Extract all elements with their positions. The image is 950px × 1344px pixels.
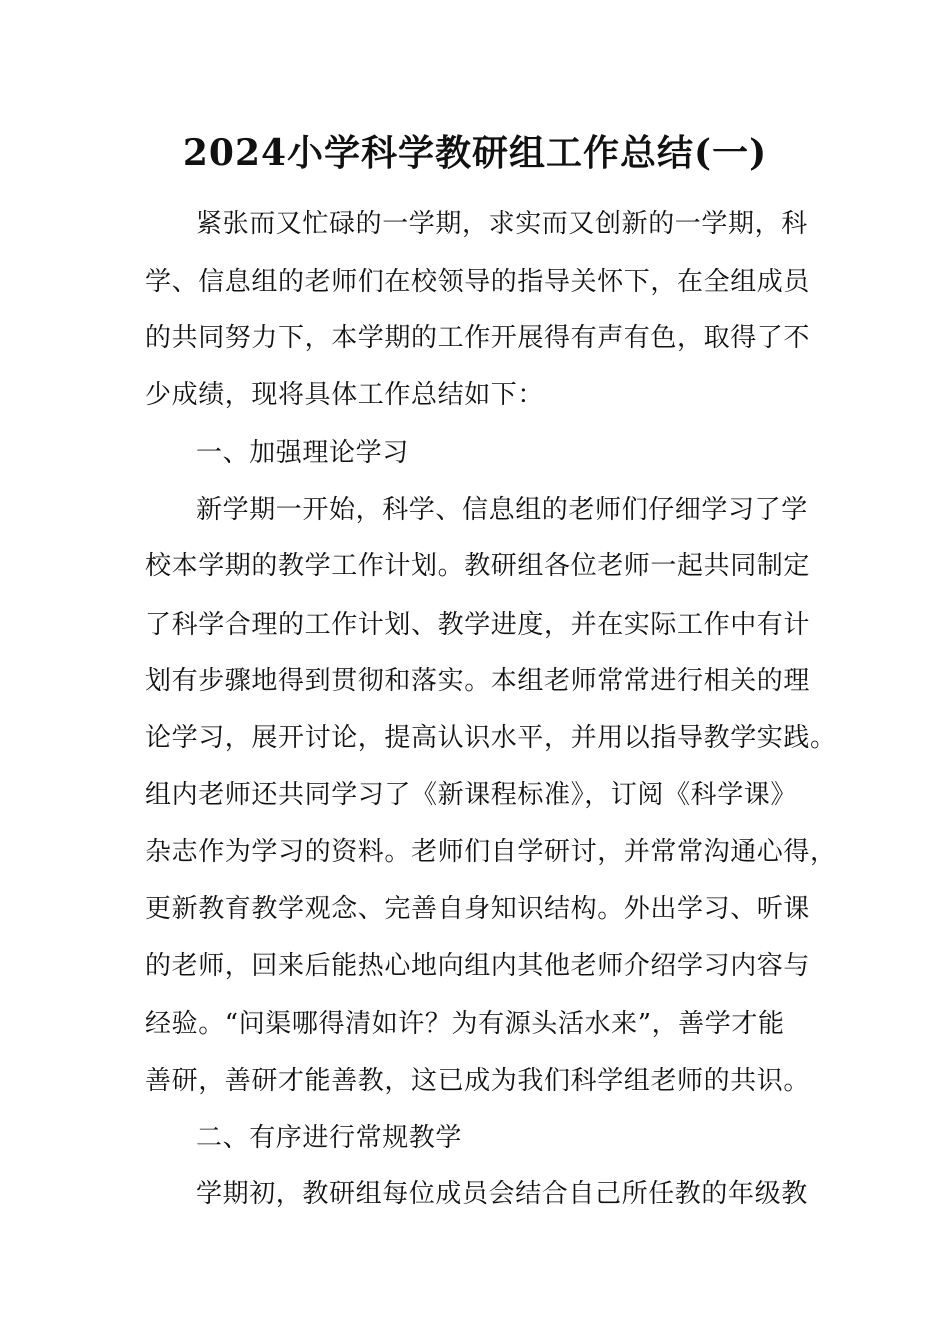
paragraph-line: 紧张而又忙碌的一学期，求实而又创新的一学期，科 xyxy=(196,209,808,239)
paragraph-line: 杂志作为学习的资料。老师们自学研讨，并常常沟通心得， xyxy=(145,837,837,867)
paragraph-line: 新学期一开始，科学、信息组的老师们仔细学习了学 xyxy=(196,495,808,525)
paragraph-line: 了科学合理的工作计划、教学进度，并在实际工作中有计 xyxy=(145,610,811,640)
paragraph-line: 的老师，回来后能热心地向组内其他老师介绍学习内容与 xyxy=(145,951,811,981)
paragraph-line: 校本学期的教学工作计划。教研组各位老师一起共同制定 xyxy=(145,551,811,581)
paragraph-line: 学、信息组的老师们在校领导的指导关怀下，在全组成员 xyxy=(145,267,811,297)
paragraph-line: 少成绩，现将具体工作总结如下： xyxy=(145,380,545,410)
paragraph-line: 论学习，展开讨论，提高认识水平，并用以指导教学实践。 xyxy=(145,723,837,753)
paragraph-line: 划有步骤地得到贯彻和落实。本组老师常常进行相关的理 xyxy=(145,666,811,696)
paragraph-line: 组内老师还共同学习了《新课程标准》，订阅《科学课》 xyxy=(145,780,798,810)
paragraph-line: 更新教育教学观念、完善自身知识结构。外出学习、听课 xyxy=(145,894,811,924)
paragraph-line: 的共同努力下，本学期的工作开展得有声有色，取得了不 xyxy=(145,323,811,353)
section-heading: 二、有序进行常规教学 xyxy=(196,1123,463,1153)
paragraph-line: 经验。“问渠哪得清如许？为有源头活水来”，善学才能 xyxy=(145,1009,785,1039)
paragraph-line: 善研，善研才能善教，这已成为我们科学组老师的共识。 xyxy=(145,1066,811,1096)
section-heading: 一、加强理论学习 xyxy=(196,438,409,468)
paragraph-line: 学期初，教研组每位成员会结合自己所任教的年级教 xyxy=(196,1179,808,1209)
document-title: 2024小学科学教研组工作总结(一) xyxy=(182,132,768,174)
